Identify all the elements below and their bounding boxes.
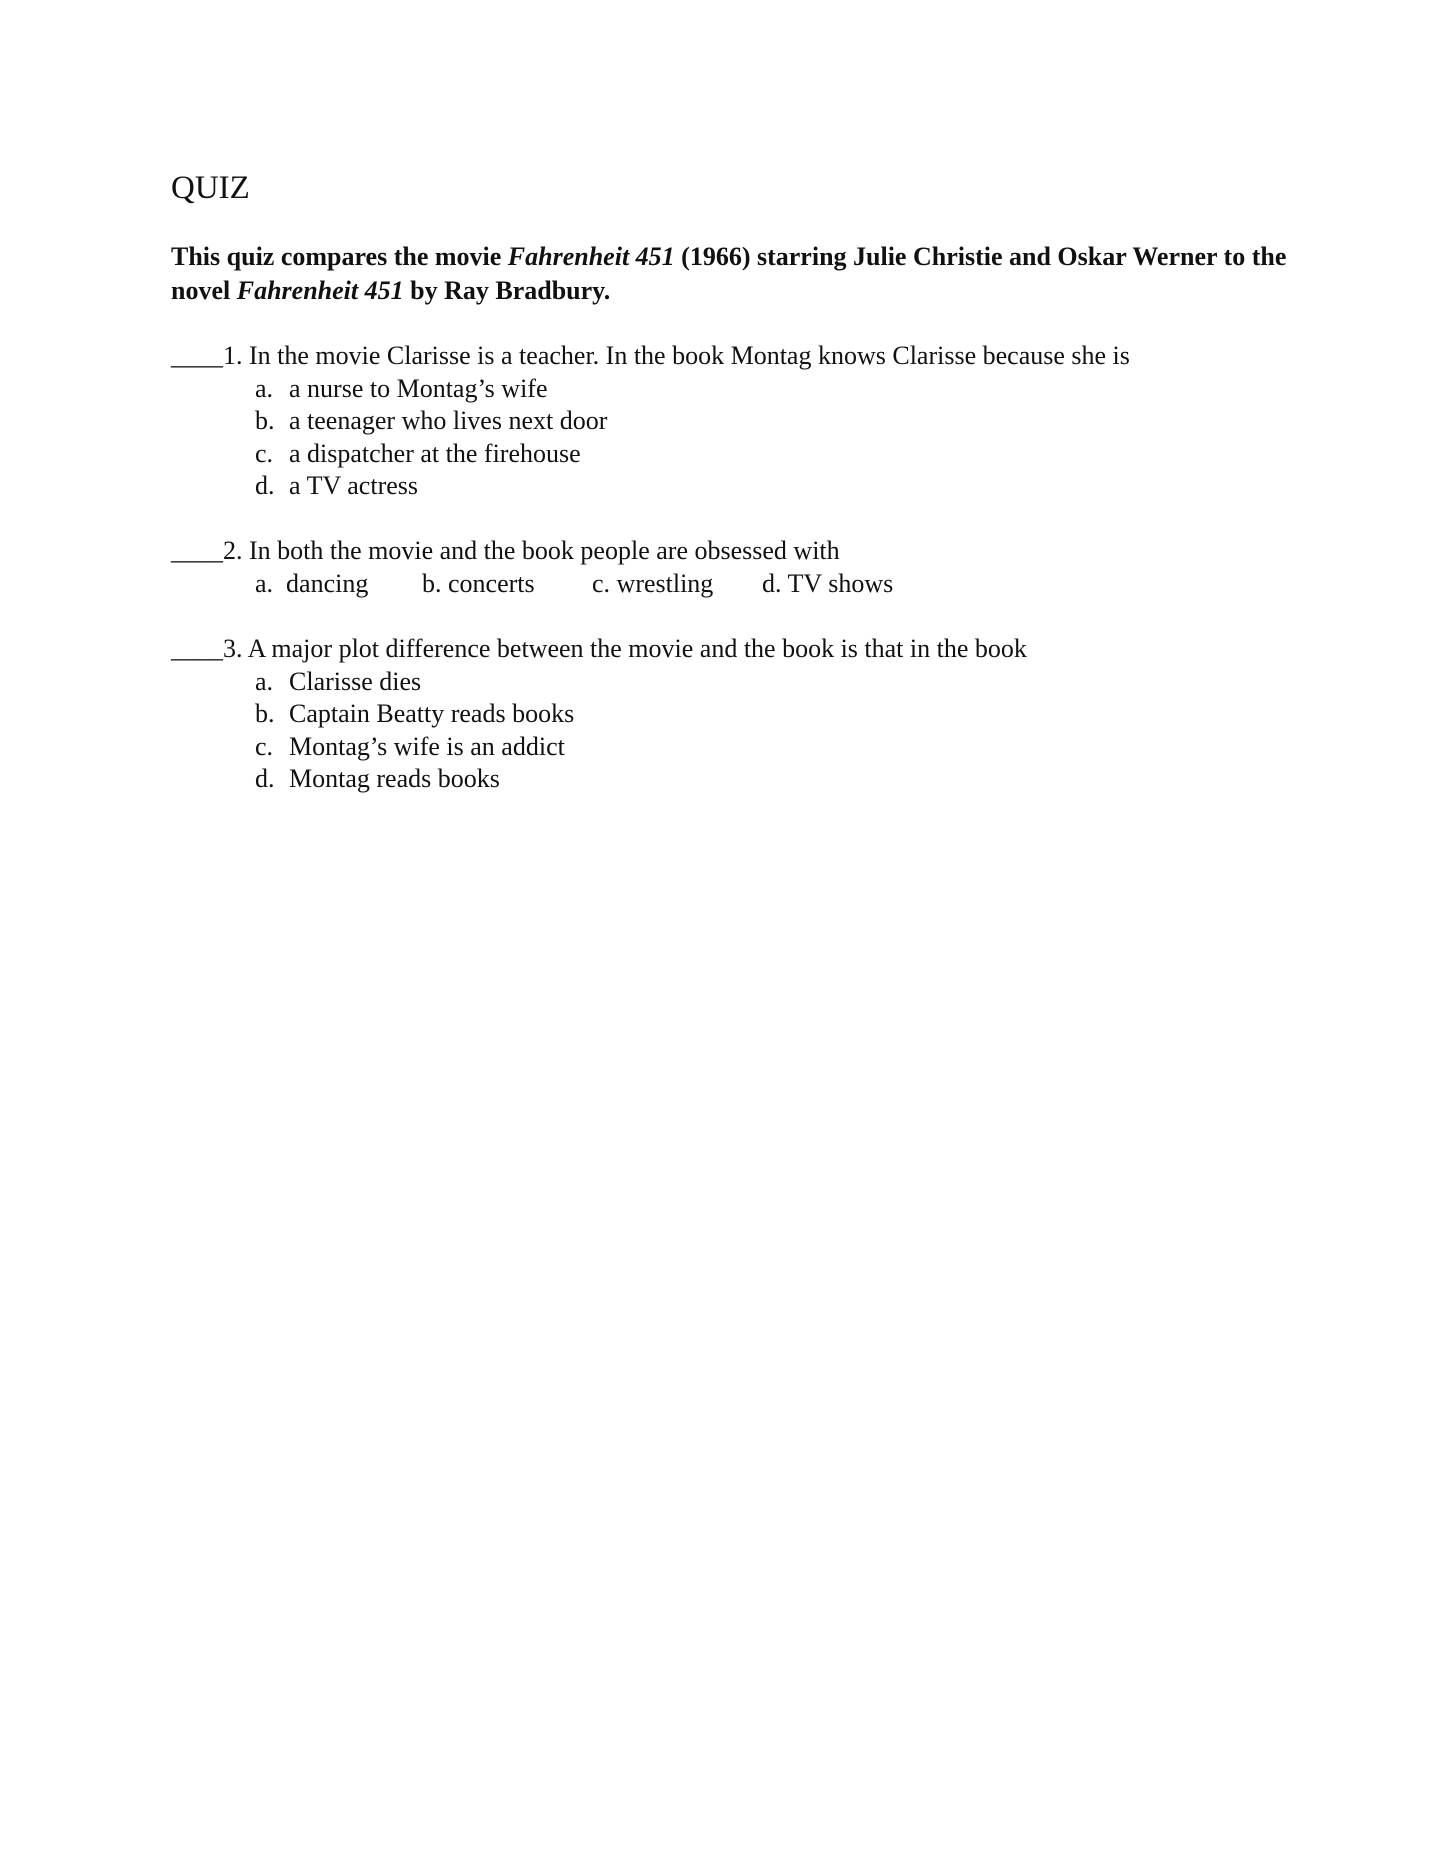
option-letter: b.	[255, 699, 275, 728]
option-b	[422, 568, 592, 601]
option-text: concerts	[448, 568, 535, 598]
question-text: In the movie Clarisse is a teacher. In the book Montag knows Clarisse because she is	[249, 341, 1130, 370]
question-2-stem	[171, 535, 1301, 568]
option-letter: b.	[255, 406, 275, 435]
question-1-stem	[171, 340, 1301, 373]
option-text: Captain Beatty reads books	[289, 699, 575, 728]
question-text: In both the movie and the book people are obsessed with	[249, 536, 840, 565]
option-text: Montag’s wife is an addict	[289, 731, 565, 761]
question-number: 2.	[223, 536, 243, 565]
option-d	[171, 470, 1301, 503]
option-b	[171, 405, 1301, 438]
option-list	[171, 373, 1301, 503]
question-2	[171, 535, 1301, 600]
option-a	[171, 373, 1301, 406]
question-number: 1.	[223, 341, 243, 370]
question-3-stem	[171, 633, 1301, 666]
option-letter: c.	[255, 731, 274, 761]
intro-text-2: (1966) starring Julie Christie and Oskar Werner to the novel	[171, 242, 1287, 305]
option-letter: c.	[592, 568, 611, 598]
option-c	[592, 568, 762, 601]
answer-blank[interactable]: ____	[171, 634, 223, 663]
question-3	[171, 633, 1301, 796]
option-letter: a.	[255, 666, 274, 696]
option-letter: a.	[255, 568, 274, 598]
option-text: a teenager who lives next door	[289, 406, 608, 435]
option-d	[171, 763, 1301, 796]
option-text: dancing	[286, 568, 369, 598]
option-a	[171, 666, 1301, 699]
intro-text-1: This quiz compares the movie	[171, 242, 508, 271]
intro-text-3: by Ray Bradbury.	[403, 276, 611, 305]
option-b	[171, 698, 1301, 731]
novel-title: Fahrenheit 451	[236, 276, 404, 305]
option-letter: d.	[255, 471, 275, 500]
option-text: Montag reads books	[289, 764, 500, 793]
page-title: QUIZ	[171, 170, 250, 206]
option-letter: a.	[255, 373, 274, 403]
option-list	[171, 666, 1301, 796]
option-letter: d.	[762, 568, 782, 598]
option-c	[171, 731, 1301, 764]
answer-blank[interactable]: ____	[171, 341, 223, 370]
question-1	[171, 340, 1301, 503]
option-a	[255, 568, 422, 601]
option-text: a TV actress	[289, 471, 418, 500]
option-text: Clarisse dies	[289, 666, 422, 696]
answer-blank[interactable]: ____	[171, 536, 223, 565]
option-row	[171, 568, 1301, 601]
quiz-intro	[171, 240, 1291, 308]
option-text: a nurse to Montag’s wife	[289, 373, 548, 403]
option-text: a dispatcher at the firehouse	[289, 438, 581, 468]
option-text: TV shows	[787, 568, 894, 598]
option-text: wrestling	[616, 568, 714, 598]
question-text: A major plot difference between the movie and the book is that in the book	[247, 634, 1027, 663]
option-c	[171, 438, 1301, 471]
option-letter: b.	[422, 568, 442, 598]
question-number: 3.	[223, 634, 243, 663]
option-letter: d.	[255, 764, 275, 793]
film-title: Fahrenheit 451	[507, 242, 675, 271]
option-letter: c.	[255, 438, 274, 468]
option-d	[762, 568, 893, 601]
